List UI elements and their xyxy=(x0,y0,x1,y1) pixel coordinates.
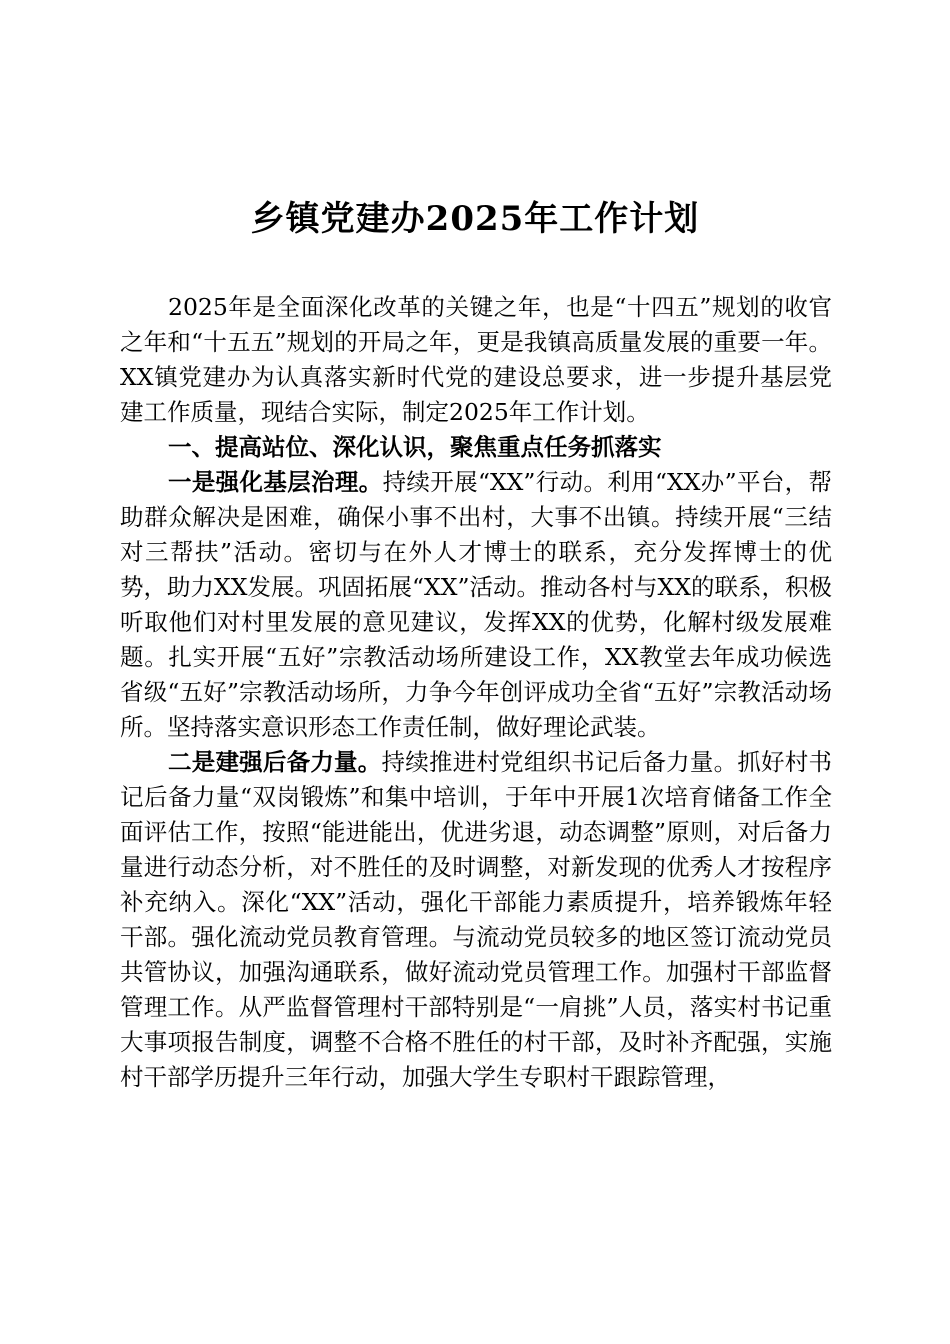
document-title: 乡镇党建办2025年工作计划 xyxy=(250,199,700,239)
intro-paragraph: 2025年是全面深化改革的关键之年，也是“十四五”规划的收官之年和“十五五”规划的开局之年，更是我镇高质量发展的重要一年。XX镇党建办为认真落实新时代党的建设总要求，进一步提升基层党建工作质量，现结合实际，制定2025年工作计划。 xyxy=(120,293,832,426)
item-lead-1: 一是强化基层治理。 xyxy=(168,468,383,496)
section-heading: 一、提高站位、深化认识，聚焦重点任务抓落实 xyxy=(168,433,662,461)
item-paragraph-1 xyxy=(120,465,832,745)
item-text-1: 持续开展“XX”行动。利用“XX办”平台，帮助群众解决是困难，确保小事不出村，大事不出镇。持续开展“三结对三帮扶”活动。密切与在外人才博士的联系，充分发挥博士的优势，助力XX发展。巩固拓展“XX”活动。推动各村与XX的联系，积极听取他们对村里发展的意见建议，发挥XX的优势，化解村级发展难题。扎实开展“五好”宗教活动场所建设工作，XX教堂去年成功候选省级“五好”宗教活动场所，力争今年创评成功全省“五好”宗教活动场所。坚持落实意识形态工作责任制，做好理论武装。 xyxy=(120,468,833,741)
item-paragraph-2 xyxy=(120,745,832,1095)
document-body xyxy=(120,290,832,1095)
item-text-2: 持续推进村党组织书记后备力量。抓好村书记后备力量“双岗锻炼”和集中培训，于年中开展1次培育储备工作全面评估工作，按照“能进能出，优进劣退，动态调整”原则，对后备力量进行动态分析，对不胜任的及时调整，对新发现的优秀人才按程序补充纳入。深化“XX”活动，强化干部能力素质提升，培养锻炼年轻干部。强化流动党员教育管理。与流动党员较多的地区签订流动党员共管协议，加强沟通联系，做好流动党员管理工作。加强村干部监督管理工作。从严监督管理村干部特别是“一肩挑”人员，落实村书记重大事项报告制度，调整不合格不胜任的村干部，及时补齐配强，实施村干部学历提升三年行动，加强大学生专职村干跟踪管理， xyxy=(120,748,832,1091)
item-lead-2: 二是建强后备力量。 xyxy=(168,748,382,776)
